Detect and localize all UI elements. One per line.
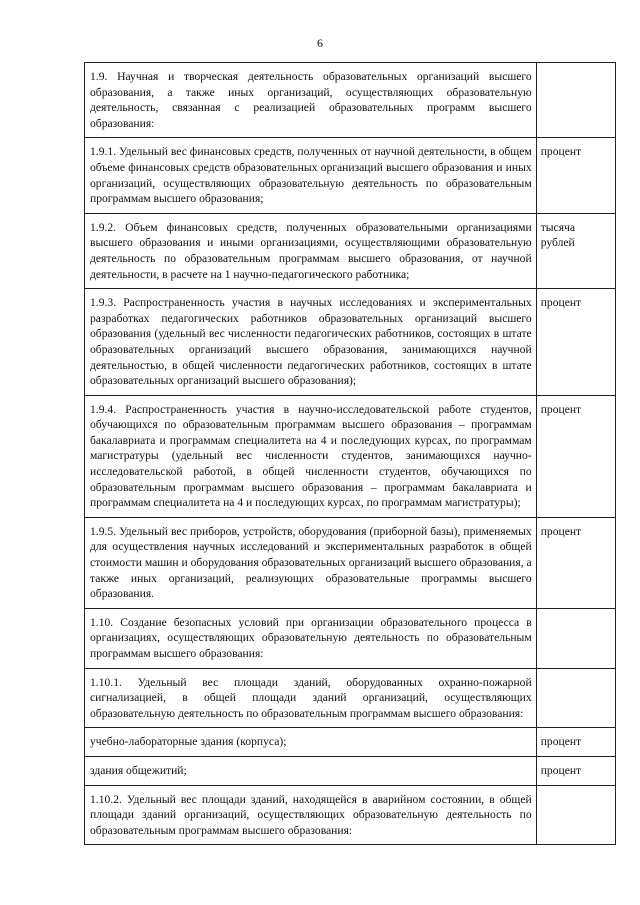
indicator-description: учебно-лабораторные здания (корпуса);: [85, 728, 537, 757]
indicator-unit: процент: [536, 395, 615, 517]
indicator-description: 1.9. Научная и творческая деятельность образовательных организаций высшего образования, а также иных организаций, осуществляющих образовательную деятельность, связанная с реализацией образовательных программ высшего образования:: [85, 63, 537, 138]
table-row: [85, 213, 616, 288]
table-row: [85, 785, 616, 845]
indicator-table: [84, 62, 616, 845]
indicator-description: 1.9.1. Удельный вес финансовых средств, полученных от научной деятельности, в общем объеме финансовых средств образовательных организаций высшего образования и иных организаций, осуществляющих образовательную деятельность по образовательным программам высшего образования;: [85, 138, 537, 213]
table-row: [85, 517, 616, 608]
indicator-unit: тысяча рублей: [536, 213, 615, 288]
indicator-unit: [536, 63, 615, 138]
indicator-description: здания общежитий;: [85, 756, 537, 785]
table-row: [85, 395, 616, 517]
indicator-description: 1.10. Создание безопасных условий при организации образовательного процесса в организациях, осуществляющих образовательную деятельность по образовательным программам высшего образования:: [85, 608, 537, 668]
page-number: 6: [317, 36, 323, 50]
indicator-unit: процент: [536, 289, 615, 396]
indicator-unit: процент: [536, 756, 615, 785]
table-row: [85, 138, 616, 213]
indicator-description: 1.9.3. Распространенность участия в научных исследованиях и экспериментальных разработках педагогических работников образовательных организаций высшего образования (удельный вес численности педагогических работников, состоящих в штате образовательных организаций высшего образования, занимающихся научной деятельностью, в общей численности педагогических работников, состоящих в штате образовательных организаций высшего образования);: [85, 289, 537, 396]
indicator-unit: процент: [536, 517, 615, 608]
indicator-description: 1.9.4. Распространенность участия в научно-исследовательской работе студентов, обучающихся по образовательным программам высшего образования – программам бакалавриата и программам специалитета на 4 и последующих курсах, по программам магистратуры (удельный вес численности студентов, занимающихся научно-исследовательской работой, в общей численности студентов, обучающихся по образовательным программам высшего образования – программам бакалавриата и программам специалитета на 4 и последующих курсах, по программам магистратуры);: [85, 395, 537, 517]
table-row: [85, 756, 616, 785]
indicator-unit: [536, 608, 615, 668]
table-row: [85, 63, 616, 138]
indicator-description: 1.9.5. Удельный вес приборов, устройств, оборудования (приборной базы), применяемых для осуществления научных исследований и экспериментальных разработок в общей стоимости машин и оборудования образовательных организаций высшего образования, а также иных организаций, реализующих образовательные программы высшего образования.: [85, 517, 537, 608]
table-row: [85, 668, 616, 728]
indicator-description: 1.10.2. Удельный вес площади зданий, находящейся в аварийном состоянии, в общей площади зданий организаций, осуществляющих образовательную деятельность по образовательным программам высшего образования:: [85, 785, 537, 845]
indicator-description: 1.9.2. Объем финансовых средств, полученных образовательными организациями высшего образования и иными организациями, осуществляющими образовательную деятельность по образовательным программам высшего образования, от научной деятельности, в расчете на 1 научно-педагогического работника;: [85, 213, 537, 288]
indicator-unit: процент: [536, 728, 615, 757]
indicator-unit: процент: [536, 138, 615, 213]
table-row: [85, 608, 616, 668]
indicator-unit: [536, 668, 615, 728]
indicator-unit: [536, 785, 615, 845]
table-row: [85, 289, 616, 396]
indicator-description: 1.10.1. Удельный вес площади зданий, оборудованных охранно-пожарной сигнализацией, в общей площади зданий организаций, осуществляющих образовательную деятельность по образовательным программам высшего образования:: [85, 668, 537, 728]
table-row: [85, 728, 616, 757]
